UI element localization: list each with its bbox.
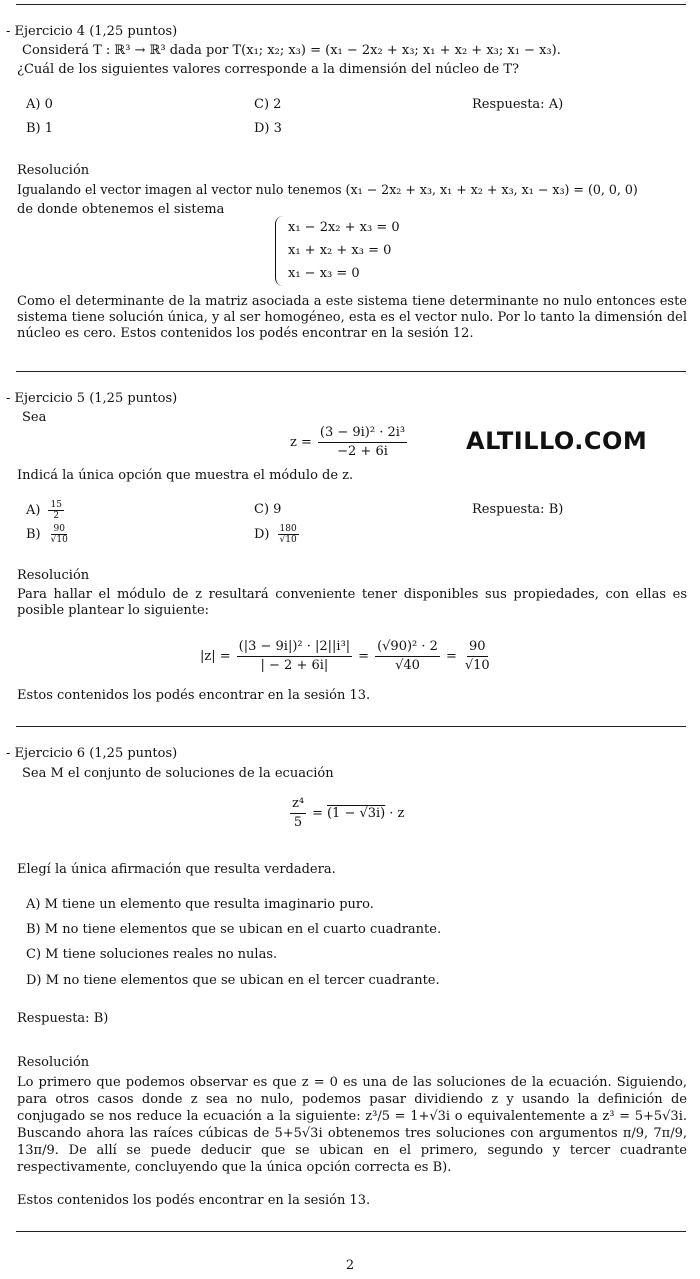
ej5-sea: Sea [22, 410, 47, 425]
ej6-equation [288, 795, 404, 832]
altillo-logo: ALTILLO.COM [466, 427, 648, 455]
ej5-option-d [254, 524, 301, 545]
ej6-resolution-1: Lo primero que podemos observar es que z = 0 es una de las soluciones de la ecuación. Siguiendo, para otros casos donde z sea no nulo, podemos pasar dividiendo z y usando la definición de conjugado se nos reduce la ecuación a la siguiente: z³/5 = 1+√3i o equivalentemente a z³ = 5+5√3i. Buscando ahora las raíces cúbicas de 5+5√3i obtenemos tres soluciones con argumentos π/9, 7π/9, 13π/9. De allí se puede deducir que se ubican en el primero, segundo y tercer cuadrante respectivamente, concluyendo que la única opción correcta es B). [17, 1075, 687, 1175]
eq-den-1: | − 2 + 6i| [260, 658, 329, 673]
system-eq-1: x₁ − 2x₂ + x₃ = 0 [288, 220, 400, 235]
eq-fraction-1 [237, 638, 353, 675]
ej5-resolution-2: Estos contenidos los podés encontrar en la sesión 13. [17, 688, 371, 703]
eq-equals: = [312, 806, 323, 821]
bottom-rule [16, 1231, 686, 1232]
option-a-fraction [48, 500, 63, 521]
eq-times-z: · z [389, 806, 405, 821]
top-rule [16, 4, 686, 5]
ej4-resolution-title: Resolución [17, 163, 90, 178]
ej4-option-c: C) 2 [254, 97, 282, 112]
eq-num-3: 90 [467, 638, 488, 657]
ej6-option-b: B) M no tiene elementos que se ubican en el cuarto cuadrante. [26, 922, 442, 937]
ej4-system [288, 216, 400, 285]
ej4-answer: Respuesta: A) [472, 97, 564, 112]
eq-den-2: √40 [395, 658, 420, 673]
ej6-option-c: C) M tiene soluciones reales no nulas. [26, 947, 278, 962]
ej6-resolution-2: Estos contenidos los podés encontrar en la sesión 13. [17, 1193, 371, 1208]
ej6-answer: Respuesta: B) [17, 1011, 109, 1026]
ej5-modulus-equation [200, 638, 494, 675]
ej5-answer: Respuesta: B) [472, 502, 564, 517]
option-d-fraction [278, 524, 299, 545]
ej6-statement-1: Sea M el conjunto de soluciones de la ecuación [22, 766, 334, 781]
option-d-label: D) [254, 527, 270, 542]
eq-fraction-2 [375, 638, 440, 675]
system-brace [275, 216, 284, 286]
ej5-option-c: C) 9 [254, 502, 282, 517]
option-d-num: 180 [279, 524, 297, 534]
option-a-num: 15 [50, 500, 62, 510]
z-lhs: z = [290, 435, 312, 450]
ej6-title: - Ejercicio 6 (1,25 puntos) [6, 746, 178, 761]
option-b-fraction [49, 524, 70, 545]
eq-lhs: |z| = [200, 649, 231, 664]
option-b-num: 90 [53, 524, 65, 534]
ej4-resolution-3: Como el determinante de la matriz asociada a este sistema tiene determinante no nulo entonces este sistema tiene solución única, y al ser homogéneo, esta es el vector nulo. Por lo tanto la dimensión del núcleo es cero. Estos contenidos los podés encontrar en la sesión 12. [17, 294, 687, 341]
ej5-statement: Indicá la única opción que muestra el módulo de z. [17, 468, 354, 483]
ej4-title: - Ejercicio 4 (1,25 puntos) [6, 24, 178, 39]
eq-equals-1: = [358, 649, 370, 664]
option-b-label: B) [26, 527, 41, 542]
rule-after-ej4 [16, 371, 686, 372]
system-eq-3: x₁ − x₃ = 0 [288, 266, 360, 281]
ej6-resolution-title: Resolución [17, 1055, 90, 1070]
page-number: 2 [345, 1258, 355, 1273]
ej5-title: - Ejercicio 5 (1,25 puntos) [6, 391, 178, 406]
option-d-den: √10 [279, 535, 297, 545]
eq-conjugate: (1 − √3i) [326, 806, 386, 821]
ej4-statement-1: Considerá T : ℝ³ → ℝ³ dada por T(x₁; x₂; x₃) = (x₁ − 2x₂ + x₃; x₁ + x₂ + x₃; x₁ − x₃). [22, 43, 561, 58]
z-numerator: (3 − 9i)² · 2i³ [318, 424, 407, 443]
ej6-statement-2: Elegí la única afirmación que resulta verdadera. [17, 862, 336, 877]
eq-lhs-num: z⁴ [290, 795, 306, 814]
ej6-option-a: A) M tiene un elemento que resulta imaginario puro. [26, 897, 374, 912]
ej4-resolution-2: de donde obtenemos el sistema [17, 202, 225, 217]
ej5-option-b [26, 524, 72, 545]
ej4-option-b: B) 1 [26, 121, 54, 136]
eq-equals-2: = [445, 649, 457, 664]
ej4-statement-2: ¿Cuál de los siguientes valores corresponde a la dimensión del núcleo de T? [17, 62, 519, 77]
eq-den-3: √10 [464, 658, 490, 673]
option-a-label: A) [26, 503, 41, 518]
option-a-den: 2 [53, 511, 60, 521]
eq-fraction-3 [463, 638, 492, 675]
system-eq-2: x₁ + x₂ + x₃ = 0 [288, 243, 392, 258]
ej5-z-definition [290, 424, 409, 461]
ej6-option-d: D) M no tiene elementos que se ubican en el tercer cuadrante. [26, 973, 440, 988]
eq-num-1: (|3 − 9i|)² · |2||i³| [237, 638, 353, 657]
rule-after-ej5 [16, 726, 686, 727]
z-fraction [318, 424, 407, 461]
eq-lhs-den: 5 [293, 815, 303, 830]
ej5-resolution-title: Resolución [17, 568, 90, 583]
option-b-den: √10 [50, 535, 68, 545]
ej5-resolution-1: Para hallar el módulo de z resultará conveniente tener disponibles sus propiedades, con ellas es posible plantear lo siguiente: [17, 587, 687, 618]
ej4-option-a: A) 0 [26, 97, 53, 112]
ej5-option-a [26, 500, 66, 521]
ej4-resolution-1: Igualando el vector imagen al vector nulo tenemos (x₁ − 2x₂ + x₃, x₁ + x₂ + x₃, x₁ − x₃) = (0, 0, 0) [17, 182, 638, 197]
z-denominator: −2 + 6i [337, 444, 388, 459]
ej4-option-d: D) 3 [254, 121, 282, 136]
eq-num-2: (√90)² · 2 [375, 638, 440, 657]
eq-lhs-fraction [290, 795, 306, 832]
